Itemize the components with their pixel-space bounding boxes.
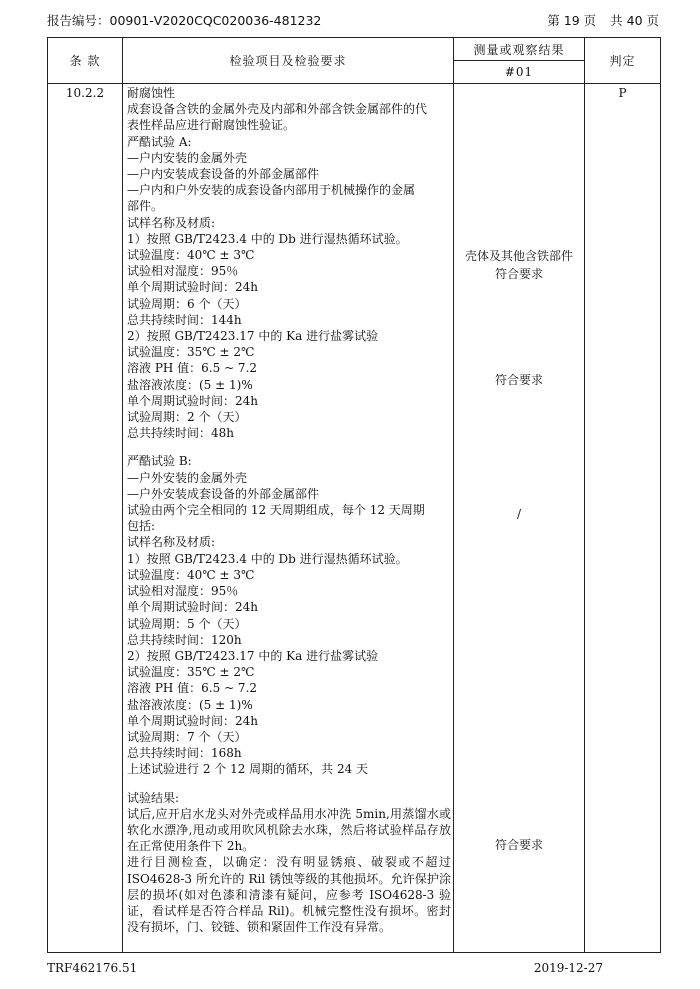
req-line: —户内和户外安装的成套设备内部用于机械操作的金属 <box>127 183 416 198</box>
result-text: 壳体及其他含铁部件 <box>464 249 573 263</box>
verdict-cell: P <box>585 84 661 953</box>
req-line: 试验由两个完全相同的 12 天周期组成，每个 12 天周期 <box>127 503 425 518</box>
req-line: 盐溶液浓度：(5 ± 1)% <box>127 377 253 392</box>
req-line: —户内安装的金属外壳 <box>127 150 248 165</box>
req-line: 包括: <box>127 519 156 534</box>
req-line: 试验周期：6 个（天） <box>127 296 247 311</box>
req-line: 严酷试验 B: <box>127 454 192 469</box>
header-result: 测量或观察结果 <box>454 38 585 61</box>
result-text: 符合要求 <box>494 838 543 852</box>
report-number: 报告编号：00901-V2020CQC020036-481232 <box>47 13 322 28</box>
visual-check-paragraph: 进行目测检查，以确定：没有明显锈痕、破裂或不超过 ISO4628-3 所允许的 Ril 锈蚀等级的其他损坏。允许保护涂层的损坏(如对色漆和清漆有疑问，应参考 ISO4628-3 验证，看试样是否符合样品 Ril)。机械完整性没有损坏。密封没有损坏，门、铰链、锁和紧固件工作没有异常。 <box>127 855 451 935</box>
page-number: 第 19 页 <box>547 13 597 28</box>
req-line: 总共持续时间：48h <box>127 426 234 441</box>
req-line: 成套设备含铁的金属外壳及内部和外部含铁金属部件的代 <box>127 102 428 117</box>
req-line: —户外安装的金属外壳 <box>127 470 248 485</box>
req-line: 试验温度：40℃ ± 3℃ <box>127 248 255 263</box>
req-line: 表性样品应进行耐腐蚀性验证。 <box>127 118 296 133</box>
req-line: 试验相对湿度：95％ <box>127 584 239 599</box>
test-result-paragraph: 试后,应开启水龙头对外壳或样品用水冲洗 5min,用蒸馏水或软化水漂净,甩动或用吹风机除去水珠，然后将试验样品存放在正常使用条件下 2h。 <box>127 806 451 854</box>
req-line: 严酷试验 A: <box>127 134 192 149</box>
req-line: 单个周期试验时间：24h <box>127 600 258 615</box>
req-line: 1）按照 GB/T2423.4 中的 Db 进行湿热循环试验。 <box>127 231 408 246</box>
req-line: 部件。 <box>127 199 164 214</box>
req-line: —户外安装成套设备的外部金属部件 <box>127 486 320 501</box>
report-header <box>47 7 659 29</box>
result-text: 符合要求 <box>494 267 543 281</box>
req-line: 试验温度：40℃ ± 3℃ <box>127 567 255 582</box>
total-pages: 共 40 页 <box>610 13 659 28</box>
req-line: 单个周期试验时间：24h <box>127 393 258 408</box>
req-line: 试验周期：2 个（天） <box>127 410 247 425</box>
req-line: 试验结果: <box>127 790 180 805</box>
req-line: —户内安装成套设备的外部金属部件 <box>127 167 320 182</box>
clause-number: 10.2.2 <box>48 84 123 953</box>
page-indicator <box>543 11 659 29</box>
header-clause: 条 款 <box>48 38 123 84</box>
req-line: 试验相对湿度：95％ <box>127 264 239 279</box>
requirement-text <box>123 84 454 953</box>
req-line: 总共持续时间：120h <box>127 632 242 647</box>
document-date: 2019-12-27 <box>533 961 603 975</box>
req-line: 单个周期试验时间：24h <box>127 713 258 728</box>
req-line: 试验周期：7 个（天） <box>127 729 247 744</box>
req-line: 溶液 PH 值：6.5 ~ 7.2 <box>127 681 258 696</box>
inspection-table <box>47 37 661 953</box>
req-line: 耐腐蚀性 <box>127 86 176 100</box>
req-line: 上述试验进行 2 个 12 周期的循环，共 24 天 <box>127 762 369 777</box>
req-line: 总共持续时间：168h <box>127 746 242 761</box>
req-line: 试验温度：35℃ ± 2℃ <box>127 665 255 680</box>
req-line: 试样名称及材质: <box>127 215 216 230</box>
req-line: 试验温度：35℃ ± 2℃ <box>127 345 255 360</box>
req-line: 溶液 PH 值：6.5 ~ 7.2 <box>127 361 258 376</box>
header-verdict: 判定 <box>585 38 661 84</box>
header-sample: #01 <box>454 61 585 84</box>
header-requirement: 检验项目及检验要求 <box>123 38 454 84</box>
req-line: 1）按照 GB/T2423.4 中的 Db 进行湿热循环试验。 <box>127 551 408 566</box>
req-line: 2）按照 GB/T2423.17 中的 Ka 进行盐雾试验 <box>127 648 379 663</box>
result-cell <box>454 84 585 953</box>
document-number: TRF462176.51 <box>47 961 138 975</box>
req-line: 盐溶液浓度：(5 ± 1)% <box>127 697 253 712</box>
req-line: 总共持续时间：144h <box>127 312 242 327</box>
req-line: 单个周期试验时间：24h <box>127 280 258 295</box>
req-line: 2）按照 GB/T2423.17 中的 Ka 进行盐雾试验 <box>127 329 379 344</box>
result-text: 符合要求 <box>494 373 543 387</box>
req-line: 试样名称及材质: <box>127 535 216 550</box>
req-line: 试验周期：5 个（天） <box>127 616 247 631</box>
result-text: / <box>516 507 522 521</box>
